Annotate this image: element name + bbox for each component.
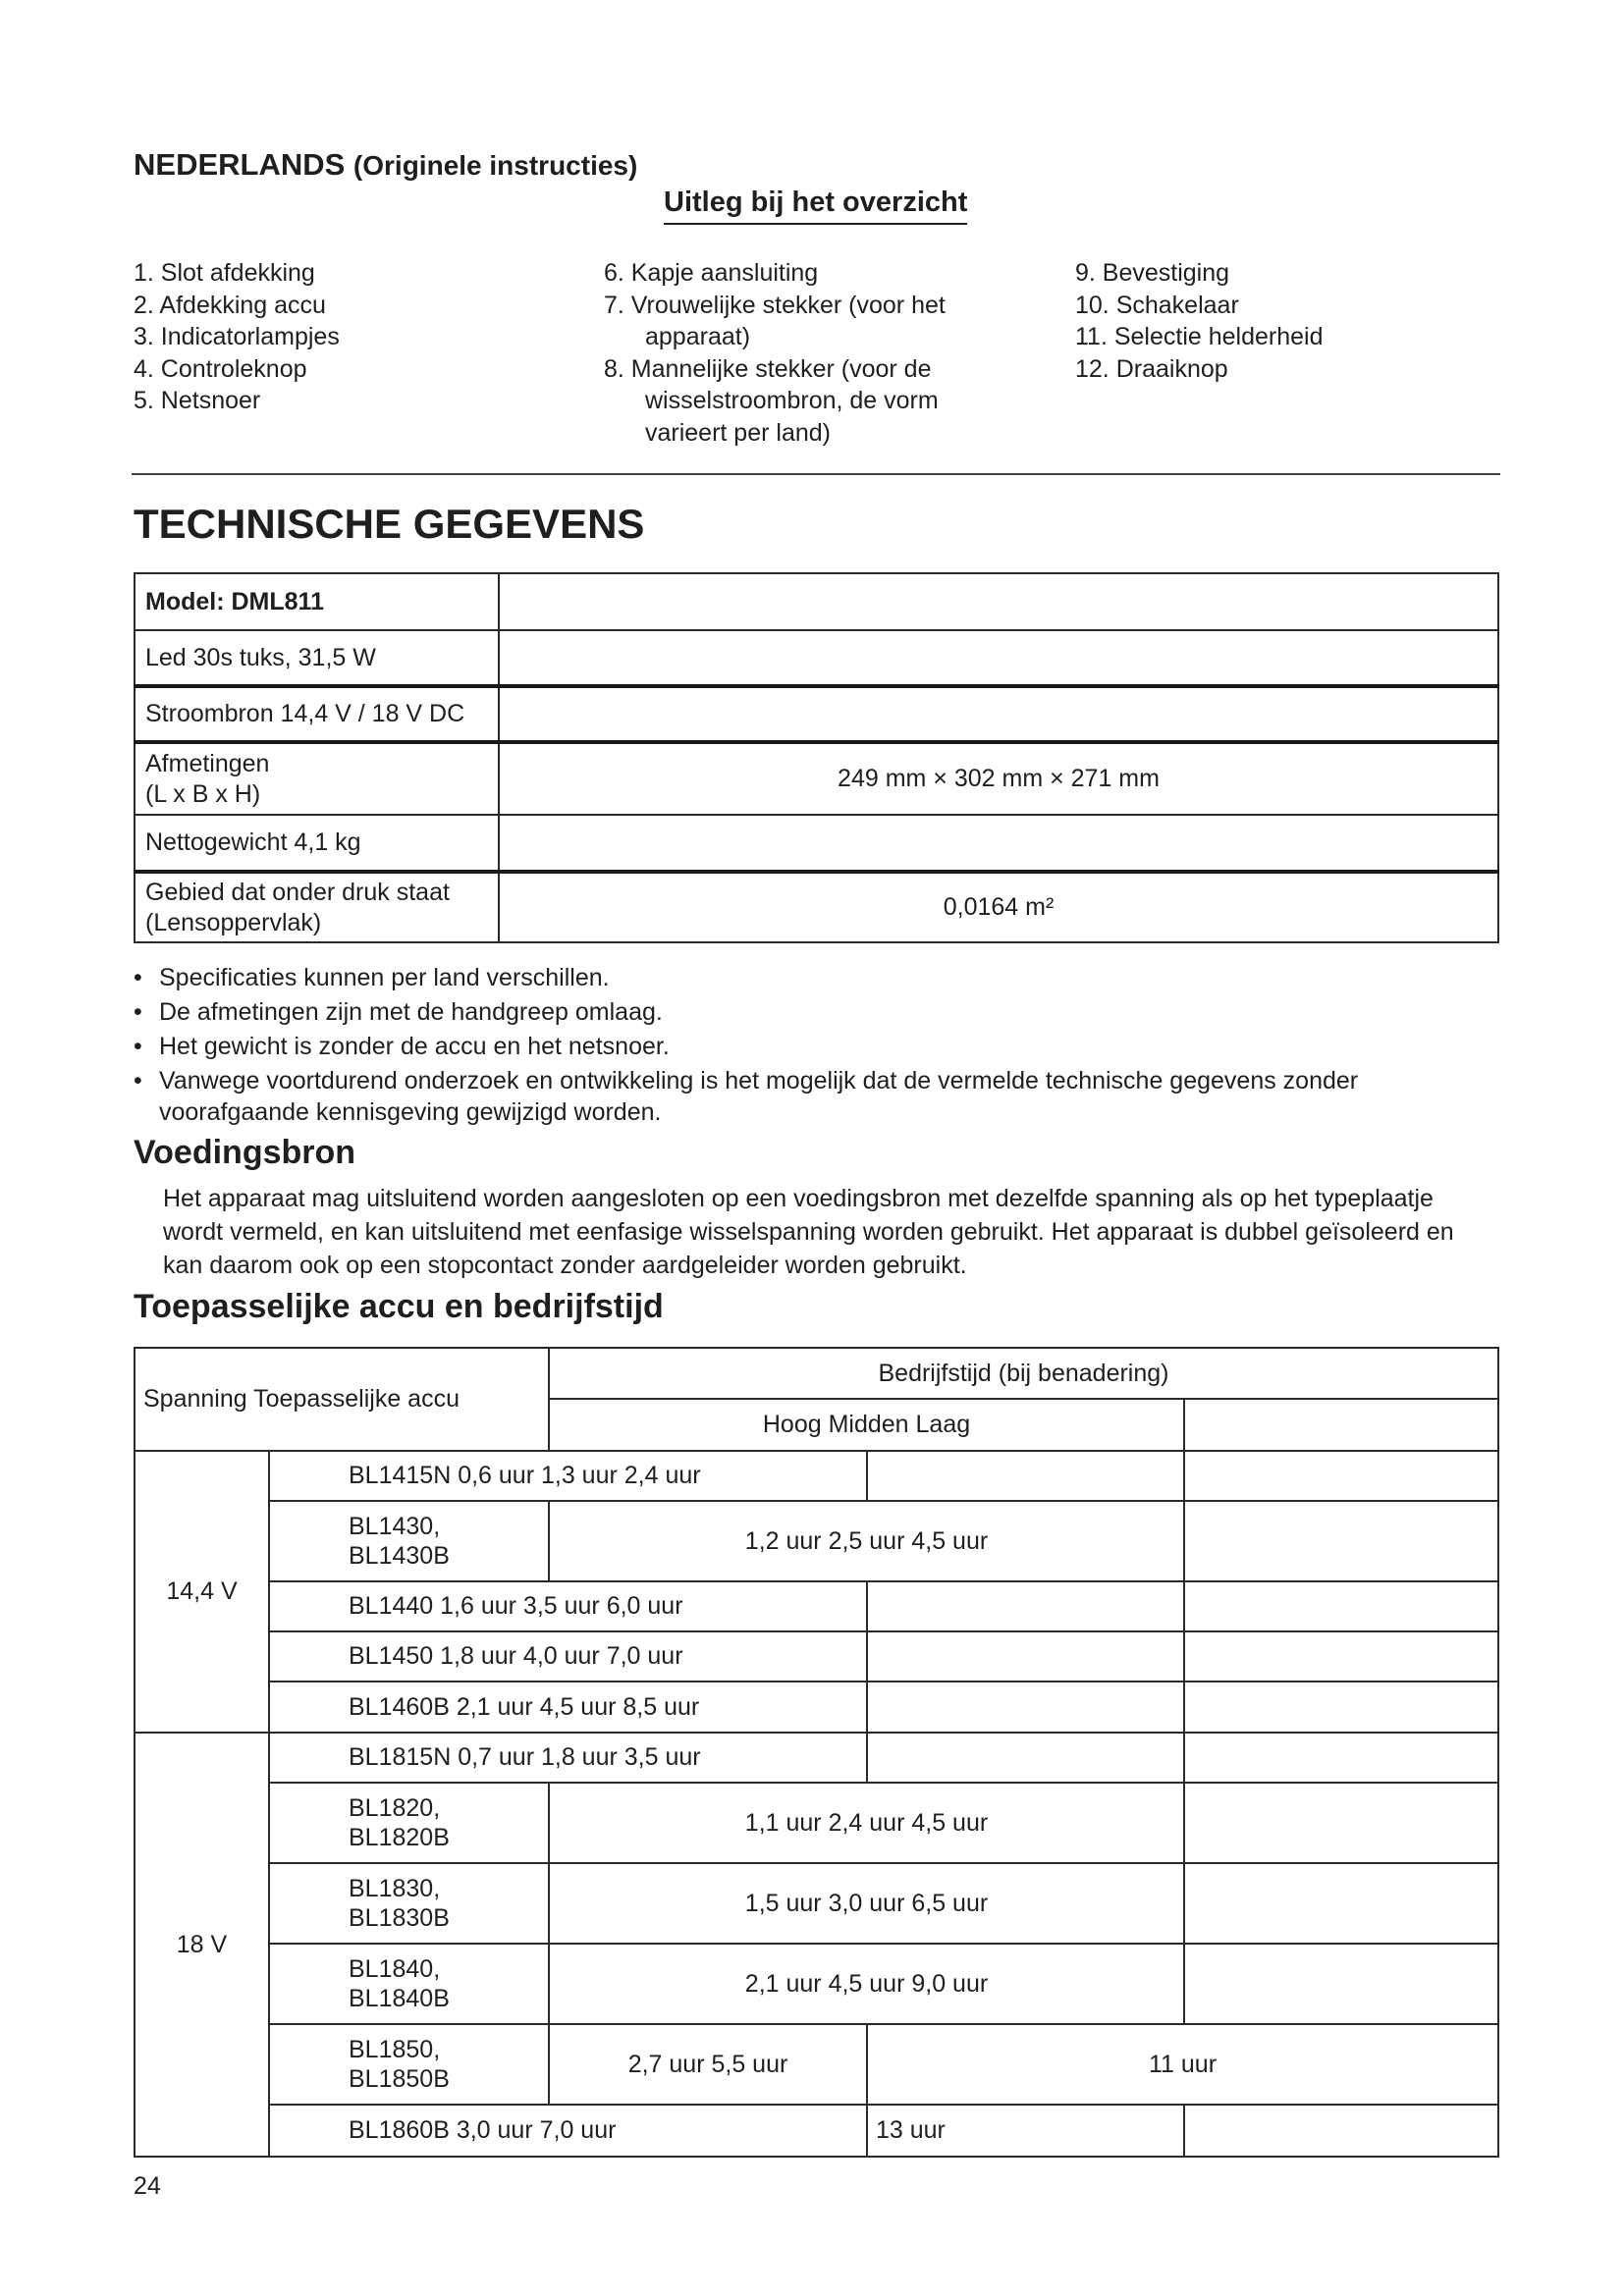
spec-label: Stroombron 14,4 V / 18 V DC	[135, 686, 499, 742]
table-row	[135, 872, 1498, 942]
part-item: 2. Afdekking accu	[134, 291, 326, 319]
spec-label: Model: DML811	[135, 573, 499, 630]
runtime-cell: 1,2 uur 2,5 uur 4,5 uur	[549, 1501, 1184, 1581]
runtime-cell	[1184, 1501, 1498, 1581]
runtime-cell	[1184, 2105, 1498, 2157]
runtime-cell	[1184, 1733, 1498, 1783]
part-item: 12. Draaiknop	[1075, 354, 1228, 383]
legend-title: Uitleg bij het overzicht	[664, 187, 967, 225]
table-row	[135, 1783, 1498, 1863]
header-sub: Hoog Midden Laag	[549, 1399, 1184, 1451]
runtime-cell	[1184, 1863, 1498, 1944]
runtime-cell	[1184, 1451, 1498, 1501]
battery-table	[134, 1347, 1499, 2158]
spec-value	[499, 573, 1498, 630]
model-line: BL1830B	[349, 1904, 450, 1932]
table-row	[135, 815, 1498, 872]
spec-value	[499, 815, 1498, 872]
part-item: 8. Mannelijke stekker (voor de	[604, 354, 932, 383]
part-item: 10. Schakelaar	[1075, 291, 1239, 319]
model-line: BL1830,	[349, 1874, 441, 1902]
power-title: Voedingsbron	[134, 1134, 356, 1171]
model-line: BL1850B	[349, 2065, 450, 2093]
runtime-cell	[1184, 1783, 1498, 1863]
model-line: BL1850,	[349, 2035, 441, 2063]
parts-column-3	[1075, 257, 1324, 385]
battery-model: BL1440 1,6 uur 3,5 uur 6,0 uur	[269, 1581, 867, 1631]
language-heading	[134, 147, 637, 183]
runtime-cell: 1,5 uur 3,0 uur 6,5 uur	[549, 1863, 1184, 1944]
runtime-cell	[867, 1733, 1184, 1783]
table-row	[135, 2105, 1498, 2157]
header-left: Spanning Toepasselijke accu	[135, 1348, 549, 1451]
spec-label	[135, 872, 499, 942]
battery-model	[269, 2024, 549, 2105]
runtime-cell: 2,1 uur 4,5 uur 9,0 uur	[549, 1944, 1184, 2024]
table-row	[135, 1682, 1498, 1733]
spec-note: • De afmetingen zijn met de handgreep omlaag.	[134, 996, 1498, 1028]
battery-model	[269, 1863, 549, 1944]
spec-note: • Vanwege voortdurend onderzoek en ontwikkeling is het mogelijk dat de vermelde technische gegevens zonder voorafgaande kennisgeving gewijzigd worden.	[134, 1065, 1498, 1128]
spec-label-line: Gebied dat onder druk staat	[145, 879, 450, 906]
table-row	[135, 1451, 1498, 1501]
battery-model	[269, 1783, 549, 1863]
language-suffix: (Originele instructies)	[352, 150, 638, 181]
runtime-cell	[1184, 1581, 1498, 1631]
page-number: 24	[134, 2172, 161, 2200]
section-divider	[132, 473, 1500, 475]
runtime-cell	[867, 1682, 1184, 1733]
spec-label: Led 30s tuks, 31,5 W	[135, 630, 499, 686]
model-line: BL1820,	[349, 1793, 441, 1822]
runtime-cell	[1184, 1631, 1498, 1682]
table-row	[135, 1631, 1498, 1682]
runtime-cell: 13 uur	[867, 2105, 1184, 2157]
table-row	[135, 630, 1498, 686]
table-row	[135, 1733, 1498, 1783]
table-row	[135, 1581, 1498, 1631]
spec-label-line: (Lensoppervlak)	[145, 908, 322, 936]
battery-model	[269, 1944, 549, 2024]
battery-model: BL1815N 0,7 uur 1,8 uur 3,5 uur	[269, 1733, 867, 1783]
table-row	[135, 573, 1498, 630]
table-row	[135, 742, 1498, 815]
battery-model: BL1415N 0,6 uur 1,3 uur 2,4 uur	[269, 1451, 867, 1501]
battery-model: BL1860B 3,0 uur 7,0 uur	[269, 2105, 867, 2157]
battery-model	[269, 1501, 549, 1581]
table-row	[135, 1501, 1498, 1581]
runtime-cell	[867, 1581, 1184, 1631]
table-row	[135, 686, 1498, 742]
spec-label	[135, 742, 499, 815]
runtime-cell	[867, 1631, 1184, 1682]
table-row	[135, 1944, 1498, 2024]
battery-title: Toepasselijke accu en bedrijfstijd	[134, 1288, 664, 1325]
header-right: Bedrijfstijd (bij benadering)	[549, 1348, 1498, 1399]
table-row	[135, 2024, 1498, 2105]
part-item: 9. Bevestiging	[1075, 259, 1230, 287]
model-line: BL1430,	[349, 1512, 441, 1540]
runtime-cell	[867, 1451, 1184, 1501]
part-item: 6. Kapje aansluiting	[604, 259, 819, 287]
model-line: BL1820B	[349, 1824, 450, 1851]
model-line: BL1430B	[349, 1542, 450, 1570]
spec-label: Nettogewicht 4,1 kg	[135, 815, 499, 872]
part-item: 3. Indicatorlampjes	[134, 323, 340, 350]
header-empty	[1184, 1399, 1498, 1451]
battery-model: BL1460B 2,1 uur 4,5 uur 8,5 uur	[269, 1682, 867, 1733]
table-row	[135, 1863, 1498, 1944]
spec-value: 0,0164 m²	[499, 872, 1498, 942]
part-item: 1. Slot afdekking	[134, 259, 315, 287]
runtime-cell: 2,7 uur 5,5 uur	[549, 2024, 867, 2105]
part-item-continued: wisselstroombron, de vorm	[645, 387, 939, 414]
parts-column-1	[134, 257, 340, 417]
part-item-continued: varieert per land)	[645, 418, 831, 447]
voltage-cell: 18 V	[135, 1733, 269, 2157]
parts-column-2	[604, 257, 946, 449]
spec-value	[499, 630, 1498, 686]
part-item: 11. Selectie helderheid	[1075, 323, 1324, 350]
part-item: 4. Controleknop	[134, 354, 307, 383]
spec-note: • Specificaties kunnen per land verschillen.	[134, 962, 1498, 993]
power-text: Het apparaat mag uitsluitend worden aangesloten op een voedingsbron met dezelfde spanning als op het typeplaatje wordt vermeld, en kan uitsluitend met eenfasige wisselspanning worden gebruikt. Het apparaat is dubbel geïsoleerd en kan daarom ook op een stopcontact zonder aardgeleider worden gebruikt.	[163, 1185, 1454, 1279]
runtime-cell	[1184, 1944, 1498, 2024]
runtime-cell	[1184, 1682, 1498, 1733]
runtime-cell: 11 uur	[867, 2024, 1498, 2105]
model-line: BL1840,	[349, 1954, 441, 1983]
part-item: 5. Netsnoer	[134, 387, 261, 414]
battery-model: BL1450 1,8 uur 4,0 uur 7,0 uur	[269, 1631, 867, 1682]
spec-value: 249 mm × 302 mm × 271 mm	[499, 742, 1498, 815]
model-line: BL1840B	[349, 1985, 450, 2012]
spec-notes	[134, 962, 1498, 1131]
specs-table	[134, 572, 1499, 943]
runtime-cell: 1,1 uur 2,4 uur 4,5 uur	[549, 1783, 1184, 1863]
voltage-cell: 14,4 V	[135, 1451, 269, 1733]
spec-note: • Het gewicht is zonder de accu en het netsnoer.	[134, 1031, 1498, 1062]
table-header-row	[135, 1348, 1498, 1399]
part-item: 7. Vrouwelijke stekker (voor het	[604, 291, 946, 319]
specs-title: TECHNISCHE GEGEVENS	[134, 501, 645, 547]
spec-value	[499, 686, 1498, 742]
spec-label-line: Afmetingen	[145, 750, 270, 777]
part-item-continued: apparaat)	[645, 323, 751, 350]
language-name: NEDERLANDS	[134, 147, 346, 182]
spec-label-line: (L x B x H)	[145, 779, 261, 808]
